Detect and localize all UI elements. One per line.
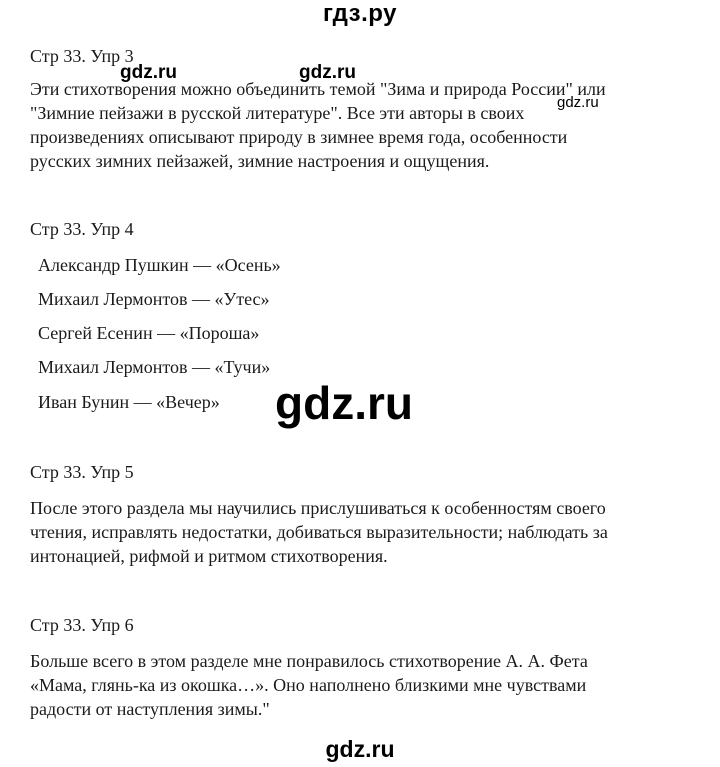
ex4-item-3: Сергей Есенин — «Пороша» [38,323,260,343]
watermark-c: gdz.ru [557,94,599,111]
ex3-line-1: Эти стихотворения можно объединить темой "Зима и природа России" или [30,79,606,99]
ex4-item-4: Михаил Лермонтов — «Тучи» [38,357,271,377]
ex5-line-2: чтения, исправлять недостатки, добиваться выразительности; наблюдать за [30,522,608,542]
ex3-line-3: произведениях описывают природу в зимнее время года, особенности [30,127,568,147]
ex6-line-1: Больше всего в этом разделе мне понравилось стихотворение А. А. Фета [30,651,588,671]
ex3-line-4: русских зимних пейзажей, зимние настроения и ощущения. [30,151,490,171]
ex5-line-1: После этого раздела мы научились прислушиваться к особенностям своего [30,498,606,518]
watermark-a: gdz.ru [120,62,177,83]
ex4-item-5: Иван Бунин — «Вечер» [38,392,220,412]
section-heading-ex4: Стр 33. Упр 4 [30,219,134,239]
watermark-bottom: gdz.ru [325,736,395,762]
section-heading-ex5: Стр 33. Упр 5 [30,462,134,482]
watermark-b: gdz.ru [299,62,356,83]
ex5-line-3: интонацией, рифмой и ритмом стихотворения. [30,546,388,566]
ex4-item-1: Александр Пушкин — «Осень» [38,255,281,275]
ex3-line-2: "Зимние пейзажи в русской литературе". Все эти авторы в своих [30,103,525,123]
ex6-line-2: «Мама, глянь-ка из окошка…». Оно наполнено близкими мне чувствами [30,675,587,695]
section-heading-ex6: Стр 33. Упр 6 [30,615,134,635]
watermark-top: гдз.ру [323,0,397,27]
ex4-item-2: Михаил Лермонтов — «Утес» [38,289,270,309]
watermark-big: gdz.ru [275,377,413,429]
section-heading-ex3: Стр 33. Упр 3 [30,46,134,66]
ex6-line-3: радости от наступления зимы." [30,699,270,719]
